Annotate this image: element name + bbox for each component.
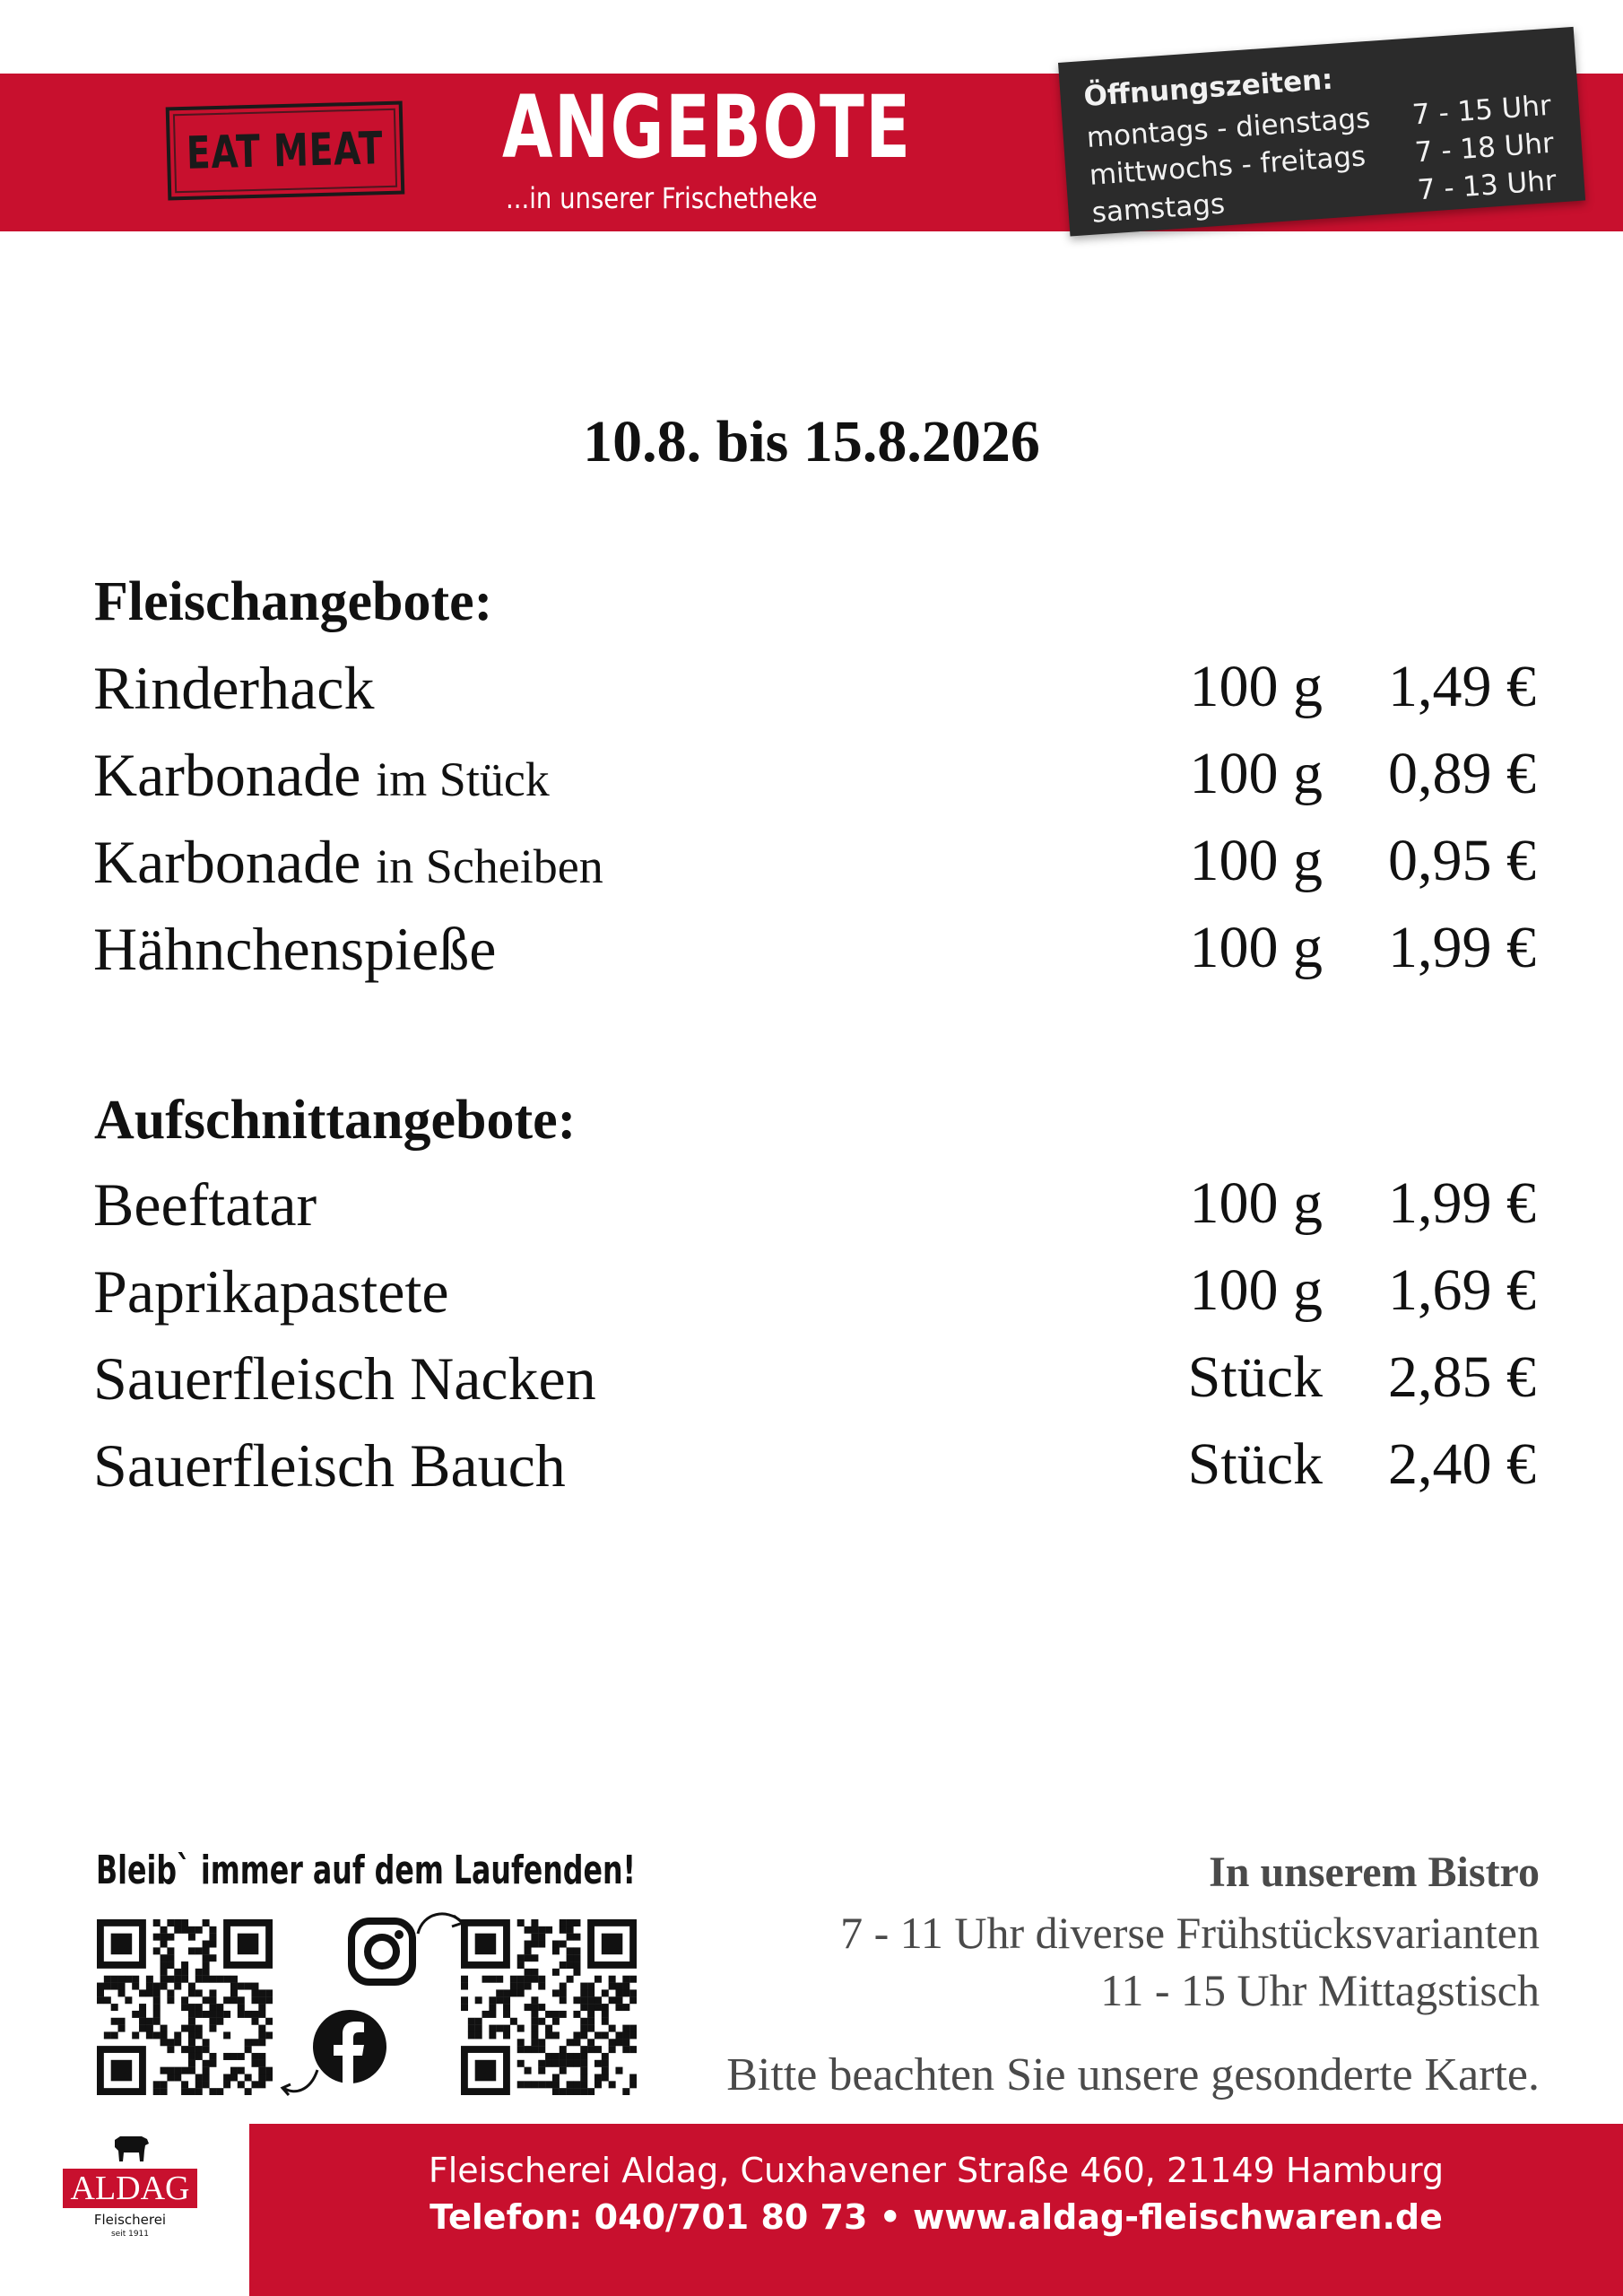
page-subtitle: ...in unserer Frischetheke [506, 181, 818, 215]
offer-date-range: 10.8. bis 15.8.2026 [583, 409, 1040, 474]
item-name: Sauerfleisch Nacken [93, 1344, 596, 1413]
item-unit: 100 g [1189, 741, 1323, 806]
item-unit: Stück [1187, 1344, 1323, 1410]
item-unit: 100 g [1189, 915, 1323, 980]
facebook-icon[interactable] [312, 2009, 387, 2084]
bistro-breakfast-line: 7 - 11 Uhr diverse Frühstücksvarianten [840, 1908, 1540, 1958]
item-unit: 100 g [1189, 654, 1323, 719]
hours-days: montags - dienstags [1085, 101, 1372, 154]
item-name: Beeftatar [93, 1170, 317, 1239]
bistro-lunch-line: 11 - 15 Uhr Mittagstisch [1100, 1965, 1540, 2015]
bistro-menu-note: Bitte beachten Sie unsere gesonderte Karte. [726, 2049, 1540, 2100]
offer-item [0, 653, 1623, 734]
hours-days: mittwochs - freitags [1088, 140, 1367, 192]
item-price: 0,89 € [1388, 741, 1536, 806]
offer-item [0, 827, 1623, 908]
item-name: Hähnchenspieße [93, 915, 497, 983]
social-heading: Bleib` immer auf dem Laufenden! [96, 1848, 636, 1893]
facebook-qr-code-icon[interactable] [97, 1919, 273, 2095]
item-detail: im Stück [376, 752, 550, 806]
item-unit: 100 g [1189, 1170, 1323, 1236]
item-unit: Stück [1187, 1431, 1323, 1497]
logo-name: ALDAG [63, 2169, 197, 2208]
bistro-title: In unserem Bistro [1209, 1848, 1540, 1896]
hours-time: 7 - 13 Uhr [1416, 164, 1558, 207]
item-name: Karbonade in Scheiben [93, 828, 603, 896]
logo-subtitle: Fleischerei [93, 2212, 167, 2228]
eat-meat-stamp [166, 101, 405, 201]
item-unit: 100 g [1189, 1257, 1323, 1323]
item-price: 0,95 € [1388, 828, 1536, 893]
offer-item [0, 740, 1623, 821]
page-title: ANGEBOTE [502, 77, 912, 178]
hours-time: 7 - 15 Uhr [1410, 89, 1552, 132]
instagram-icon[interactable] [346, 1916, 418, 1987]
hours-days: samstags [1090, 187, 1227, 230]
offer-item [0, 1431, 1623, 1511]
item-name: Paprikapastete [93, 1257, 449, 1326]
hours-time: 7 - 18 Uhr [1413, 126, 1555, 170]
opening-hours-card [1058, 27, 1585, 237]
footer-address: Fleischerei Aldag, Cuxhavener Straße 460, 21149 Hamburg [428, 2151, 1445, 2190]
section-title: Fleischangebote: [94, 571, 493, 632]
aldag-logo [54, 2127, 206, 2262]
item-price: 2,40 € [1388, 1431, 1536, 1497]
cow-icon [111, 2131, 151, 2163]
arrow-icon [278, 2063, 323, 2099]
footer-contact[interactable]: Telefon: 040/701 80 73 • www.aldag-fleischwaren.de [430, 2197, 1443, 2237]
section-title: Aufschnittangebote: [94, 1090, 577, 1151]
item-price: 1,69 € [1388, 1257, 1536, 1323]
stamp-text: EAT MEAT [186, 122, 385, 179]
offer-item [0, 914, 1623, 995]
logo-since: seit 1911 [110, 2230, 150, 2239]
item-price: 2,85 € [1388, 1344, 1536, 1410]
item-detail: in Scheiben [376, 839, 603, 893]
item-price: 1,49 € [1388, 654, 1536, 719]
item-price: 1,99 € [1388, 1170, 1536, 1236]
item-price: 1,99 € [1388, 915, 1536, 980]
item-name: Karbonade im Stück [93, 741, 550, 809]
item-unit: 100 g [1189, 828, 1323, 893]
arrow-icon [414, 1905, 468, 1941]
offer-item [0, 1344, 1623, 1424]
instagram-qr-code-icon[interactable] [461, 1919, 637, 2095]
item-name: Rinderhack [93, 654, 375, 722]
offer-item [0, 1257, 1623, 1337]
item-name: Sauerfleisch Bauch [93, 1431, 566, 1500]
offer-item [0, 1170, 1623, 1250]
opening-hours-title: Öffnungszeiten: [1082, 63, 1334, 114]
